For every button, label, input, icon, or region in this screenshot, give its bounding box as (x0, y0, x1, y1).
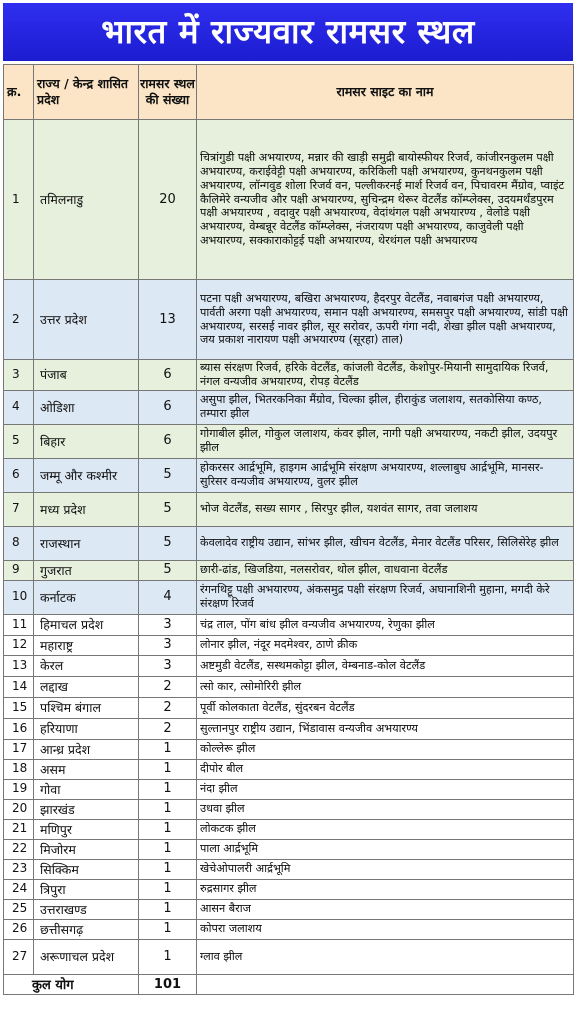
table-row (4, 635, 574, 655)
row-sno: 10 (4, 580, 34, 614)
row-sno: 12 (4, 635, 34, 655)
table-header-row (4, 65, 574, 120)
row-state: असम (34, 759, 139, 779)
table-row (4, 697, 574, 718)
row-sites: कोल्लेरू झील (197, 739, 574, 759)
row-sites: दीपोर बील (197, 759, 574, 779)
header-sno: क्र. (4, 65, 34, 120)
row-sno: 6 (4, 458, 34, 492)
table-row (4, 919, 574, 939)
row-sites: रंगनथिट्टू पक्षी अभयारण्य, अंकसमुद्र पक्षी संरक्षण रिजर्व, अघानाशिनी मुहाना, मगदी केरे संरक्षण रिजर्व (197, 580, 574, 614)
row-count: 1 (139, 919, 197, 939)
table-row (4, 120, 574, 280)
row-sno: 15 (4, 697, 34, 718)
table-row (4, 390, 574, 424)
row-sites: ग्लाव झील (197, 939, 574, 974)
row-state: ओडिशा (34, 390, 139, 424)
row-count: 5 (139, 492, 197, 526)
row-sites: लोनार झील, नंदूर मदमेश्वर, ठाणे क्रीक (197, 635, 574, 655)
row-count: 1 (139, 839, 197, 859)
row-sno: 3 (4, 360, 34, 391)
row-sno: 5 (4, 424, 34, 458)
row-sno: 18 (4, 759, 34, 779)
row-count: 1 (139, 779, 197, 799)
row-state: पंजाब (34, 360, 139, 391)
row-sites: नंदा झील (197, 779, 574, 799)
row-count: 2 (139, 676, 197, 697)
table-row (4, 779, 574, 799)
table-row (4, 676, 574, 697)
ramsar-table (3, 64, 574, 995)
table-row (4, 879, 574, 899)
table-row (4, 819, 574, 839)
row-sno: 16 (4, 718, 34, 739)
row-state: हिमाचल प्रदेश (34, 614, 139, 635)
row-count: 1 (139, 759, 197, 779)
row-sno: 19 (4, 779, 34, 799)
row-sno: 2 (4, 280, 34, 360)
total-label: कुल योग (4, 974, 139, 994)
row-sites: त्सो कार, त्सोमोरिरी झील (197, 676, 574, 697)
row-sno: 7 (4, 492, 34, 526)
row-count: 3 (139, 655, 197, 676)
row-sno: 11 (4, 614, 34, 635)
row-sites: पाला आर्द्रभूमि (197, 839, 574, 859)
row-state: सिक्किम (34, 859, 139, 879)
row-sno: 21 (4, 819, 34, 839)
row-sno: 14 (4, 676, 34, 697)
row-state: हरियाणा (34, 718, 139, 739)
row-sites: छारी-ढांड, खिजडिया, नलसरोवर, थोल झील, वाधवाना वेटलैंड (197, 560, 574, 580)
row-count: 1 (139, 819, 197, 839)
row-state: कर्नाटक (34, 580, 139, 614)
row-sites: केवलादेव राष्ट्रीय उद्यान, सांभर झील, खीचन वेटलैंड, मेनार वेटलैंड परिसर, सिलिसेरेह झील (197, 526, 574, 560)
header-sites: रामसर साइट का नाम (197, 65, 574, 120)
row-state: मणिपुर (34, 819, 139, 839)
row-count: 5 (139, 560, 197, 580)
row-count: 1 (139, 859, 197, 879)
row-state: छत्तीसगढ़ (34, 919, 139, 939)
row-count: 1 (139, 939, 197, 974)
table-row (4, 580, 574, 614)
row-state: मध्य प्रदेश (34, 492, 139, 526)
row-count: 4 (139, 580, 197, 614)
row-sites: चंद्र ताल, पोंग बांध झील वन्यजीव अभयारण्य, रेणुका झील (197, 614, 574, 635)
row-state: अरूणाचल प्रदेश (34, 939, 139, 974)
row-sno: 8 (4, 526, 34, 560)
total-count: 101 (139, 974, 197, 994)
row-state: मिजोरम (34, 839, 139, 859)
row-count: 2 (139, 697, 197, 718)
row-count: 3 (139, 635, 197, 655)
row-sites: असुपा झील, भितरकनिका मैंग्रोव, चिल्का झील, हीराकुंड जलाशय, सतकोसिया कण्ठ, तम्पारा झील (197, 390, 574, 424)
table-row (4, 614, 574, 635)
table-row (4, 718, 574, 739)
row-sites: चित्रांगुडी पक्षी अभयारण्य, मन्नार की खाड़ी समुद्री बायोस्फीयर रिजर्व, कांजीरनकुलम पक्षी अभयारण्य, कराईवेट्टी पक्षी अभयारण्य, करिकिली पक्षी अभयारण्य, कुनथनकुलम पक्षी अभयारण्य, लॉन्गवुड शोला रिजर्व वन, पल्लीकरनई मार्श रिजर्व वन, पिचावरम मैंग्रोव, प्वाइंट कैलिमेरे वन्यजीव और पक्षी अभयारण्य, सुचिन्द्रम थेरूर वेटलैंड कॉम्प्लेक्स, उदयमर्थंडपुरम पक्षी अभयारण्य , वदावुर पक्षी अभयारण्य, वेदांथंगल पक्षी अभयारण्य , वेलोडे पक्षी अभयारण्य, वेम्बन्नूर वेटलैंड कॉम्प्लेक्स, नंजरायण पक्षी अभयारण्य, काजुवेली पक्षी अभयारण्य, सक्काराकोट्टई पक्षी अभयारण्य, थेरथंगल पक्षी अभयारण्य (197, 120, 574, 280)
row-sno: 4 (4, 390, 34, 424)
row-state: झारखंड (34, 799, 139, 819)
row-sno: 13 (4, 655, 34, 676)
page-title: भारत में राज्यवार रामसर स्थल (3, 3, 573, 61)
row-count: 1 (139, 799, 197, 819)
table-row (4, 739, 574, 759)
row-sites: रुद्रसागर झील (197, 879, 574, 899)
table-row (4, 360, 574, 391)
row-state: बिहार (34, 424, 139, 458)
row-sno: 24 (4, 879, 34, 899)
row-sites: पटना पक्षी अभयारण्य, बखिरा अभयारण्य, हैदरपुर वेटलैंड, नवाबगंज पक्षी अभयारण्य, पार्वती अरगा पक्षी अभयारण्य, समान पक्षी अभयारण्य, समसपुर पक्षी अभयारण्य, सांडी पक्षी अभयारण्य, सरसई नावर झील, सूर सरोवर, ऊपरी गंगा नदी, शेखा झील पक्षी अभयारण्य, जय प्रकाश नारायण पक्षी अभयारण्य (सूरहा) ताल) (197, 280, 574, 360)
row-sites: कोपरा जलाशय (197, 919, 574, 939)
row-sites: उधवा झील (197, 799, 574, 819)
table-row (4, 799, 574, 819)
row-sites: भोज वेटलैंड, सख्य सागर , सिरपुर झील, यशवंत सागर, तवा जलाशय (197, 492, 574, 526)
row-state: केरल (34, 655, 139, 676)
row-sno: 26 (4, 919, 34, 939)
header-count: रामसर स्थल की संख्या (139, 65, 197, 120)
row-state: राजस्थान (34, 526, 139, 560)
table-row (4, 859, 574, 879)
table-row (4, 759, 574, 779)
row-state: लद्दाख (34, 676, 139, 697)
table-row (4, 939, 574, 974)
row-sno: 27 (4, 939, 34, 974)
row-state: महाराष्ट्र (34, 635, 139, 655)
row-state: त्रिपुरा (34, 879, 139, 899)
row-sno: 9 (4, 560, 34, 580)
row-state: पश्चिम बंगाल (34, 697, 139, 718)
total-row (4, 974, 574, 994)
row-count: 5 (139, 458, 197, 492)
row-sites: गोगाबील झील, गोकुल जलाशय, कंवर झील, नागी पक्षी अभयारण्य, नकटी झील, उदयपुर झील (197, 424, 574, 458)
header-state: राज्य / केन्द्र शासित प्रदेश (34, 65, 139, 120)
row-sites: अष्टमुडी वेटलैंड, सस्थमकोट्टा झील, वेम्बनाड-कोल वेटलैंड (197, 655, 574, 676)
row-state: तमिलनाडु (34, 120, 139, 280)
row-sno: 17 (4, 739, 34, 759)
table-row (4, 899, 574, 919)
table-row (4, 526, 574, 560)
row-sno: 25 (4, 899, 34, 919)
table-row (4, 560, 574, 580)
row-sites: सुल्तानपुर राष्ट्रीय उद्यान, भिंडावास वन्यजीव अभयारण्य (197, 718, 574, 739)
row-state: आन्ध्र प्रदेश (34, 739, 139, 759)
total-empty (197, 974, 574, 994)
row-count: 20 (139, 120, 197, 280)
row-sites: आसन बैराज (197, 899, 574, 919)
row-sites: होकरसर आर्द्रभूमि, हाइगम आर्द्रभूमि संरक्षण अभयारण्य, शल्लाबुघ आर्द्रभूमि, मानसर-सुरिसर वन्यजीव अभयारण्य, वुलर झील (197, 458, 574, 492)
row-count: 6 (139, 424, 197, 458)
row-sites: खेचेओपालरी आर्द्रभूमि (197, 859, 574, 879)
row-state: गुजरात (34, 560, 139, 580)
row-state: उत्तराखण्ड (34, 899, 139, 919)
row-sno: 1 (4, 120, 34, 280)
row-sites: ब्यास संरक्षण रिजर्व, हरिके वेटलैंड, कांजली वेटलैंड, केशोपुर-मियानी सामुदायिक रिजर्व, नंगल वन्यजीव अभयारण्य, रोपड़ वेटलैंड (197, 360, 574, 391)
row-sno: 20 (4, 799, 34, 819)
row-state: जम्मू और कश्मीर (34, 458, 139, 492)
row-sites: पूर्वी कोलकाता वेटलैंड, सुंदरबन वेटलैंड (197, 697, 574, 718)
row-sno: 23 (4, 859, 34, 879)
table-row (4, 839, 574, 859)
row-count: 5 (139, 526, 197, 560)
row-count: 6 (139, 360, 197, 391)
table-row (4, 280, 574, 360)
row-count: 13 (139, 280, 197, 360)
table-row (4, 655, 574, 676)
table-row (4, 424, 574, 458)
row-count: 1 (139, 879, 197, 899)
row-state: उत्तर प्रदेश (34, 280, 139, 360)
row-count: 1 (139, 899, 197, 919)
row-count: 6 (139, 390, 197, 424)
row-count: 2 (139, 718, 197, 739)
row-count: 3 (139, 614, 197, 635)
row-state: गोवा (34, 779, 139, 799)
row-sites: लोकटक झील (197, 819, 574, 839)
table-body (4, 120, 574, 975)
table-row (4, 492, 574, 526)
row-sno: 22 (4, 839, 34, 859)
row-count: 1 (139, 739, 197, 759)
table-row (4, 458, 574, 492)
